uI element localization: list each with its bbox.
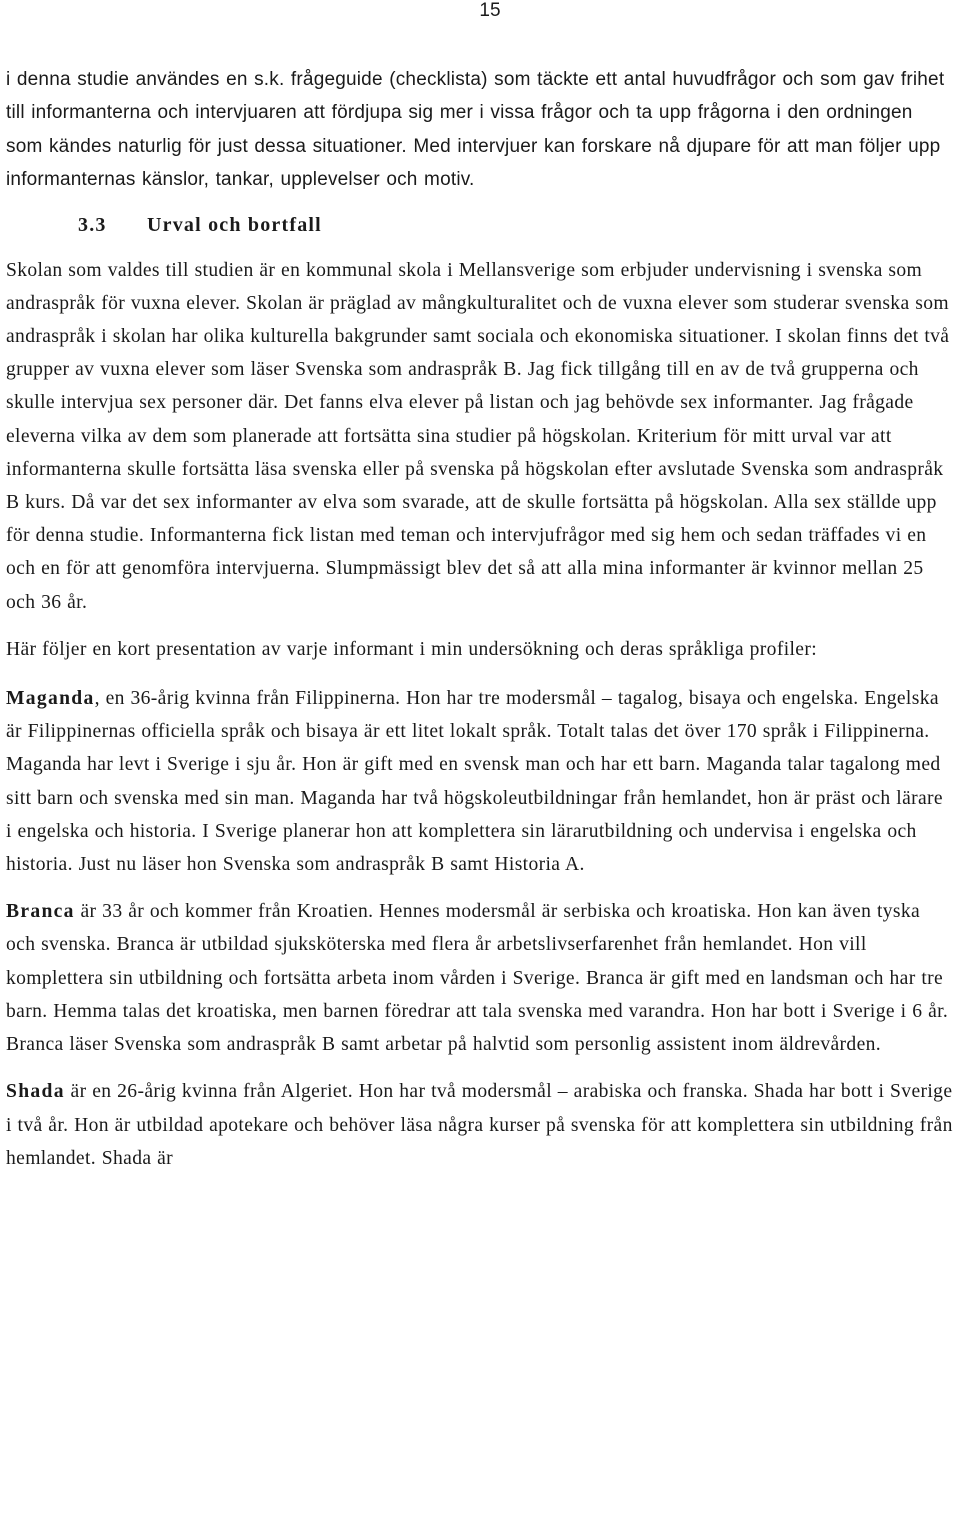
document-body xyxy=(6,63,954,1175)
informant-paragraph xyxy=(6,1075,954,1175)
informant-name: Maganda xyxy=(6,688,95,710)
section-title: Urval och bortfall xyxy=(147,213,322,236)
section-heading xyxy=(6,209,954,242)
informant-text: är en 26-årig kvinna från Algeriet. Hon har två modersmål – arabiska och franska. Shada har bott i Sverige i två år. Hon är utbildad apotekare och behöver läsa några kurser på svenska för att komplettera sin utbildning från hemlandet. Shada är xyxy=(6,1081,953,1169)
informant-name: Branca xyxy=(6,901,75,923)
section-number: 3.3 xyxy=(78,213,107,236)
informant-paragraph xyxy=(6,895,954,1061)
informant-text: är 33 år och kommer från Kroatien. Hennes modersmål är serbiska och kroatiska. Hon kan även tyska och svenska. Branca är utbildad sjuksköterska med flera år arbetslivserfarenhet från hemlandet. Hon vill komplettera sin utbildning och fortsätta arbeta inom vården i Sverige. Branca är gift med en landsman och har tre barn. Hemma talas det kroatiska, men barnen föredrar att tala svenska med varandra. Hon har bott i Sverige i 6 år. Branca läser Svenska som andraspråk B samt arbetar på halvtid som personlig assistent inom äldrevården. xyxy=(6,901,949,1056)
page-number: 15 xyxy=(479,0,501,21)
intro-paragraph: i denna studie användes en s.k. frågeguide (checklista) som täckte ett antal huvudfrågor och som gav frihet till informanterna och intervjuaren att fördjupa sig mer i vissa frågor och ta upp frågorna i den ordningen som kändes naturlig för just dessa situationer. Med intervjuer kan forskare nå djupare för att man följer upp informanternas känslor, tankar, upplevelser och motiv. xyxy=(6,69,945,191)
informant-text: , en 36-årig kvinna från Filippinerna. Hon har tre modersmål – tagalog, bisaya och engelska. Engelska är Filippinernas officiella språk och bisaya är ett litet lokalt språk. Totalt talas det över 170 språk i Filippinerna. Maganda har levt i Sverige i sju år. Hon är gift med en svensk man och har ett barn. Maganda talar tagalong med sitt barn och svenska med sin man. Maganda har två högskoleutbildningar från hemlandet, hon är präst och lärare i engelska och historia. I Sverige planerar hon att komplettera sin lärarutbildning och undervisa i engelska och historia. Just nu läser hon Svenska som andraspråk B samt Historia A. xyxy=(6,688,943,876)
section-paragraph: Skolan som valdes till studien är en kommunal skola i Mellansverige som erbjuder undervisning i svenska som andraspråk för vuxna elever. Skolan är präglad av mångkulturalitet och de vuxna elever som studerar svenska som andraspråk i skolan har olika kulturella bakgrunder samt sociala och ekonomiska situationer. I skolan finns det två grupper av vuxna elever som läser Svenska som andraspråk B. Jag fick tillgång till en av de två grupperna och skulle intervjua sex personer där. Det fanns elva elever på listan och jag behövde sex informanter. Jag frågade eleverna vilka av dem som planerade att fortsätta sina studier på högskolan. Kriterium för mitt urval var att informanterna skulle fortsätta läsa svenska eller på svenska på högskolan efter avslutade Svenska som andraspråk B kurs. Då var det sex informanter av elva som svarade, att de skulle fortsätta på högskolan. Alla sex ställde upp för denna studie. Informanterna fick listan med teman och intervjufrågor med sig hem och sedan träffades vi en och en för att genomföra intervjuerna. Slumpmässigt blev det så att alla mina informanter är kvinnor mellan 25 och 36 år. xyxy=(6,259,950,613)
presentation-intro: Här följer en kort presentation av varje informant i min undersökning och deras språkliga profiler: xyxy=(6,638,818,660)
informant-name: Shada xyxy=(6,1081,65,1103)
informant-paragraph xyxy=(6,682,954,881)
